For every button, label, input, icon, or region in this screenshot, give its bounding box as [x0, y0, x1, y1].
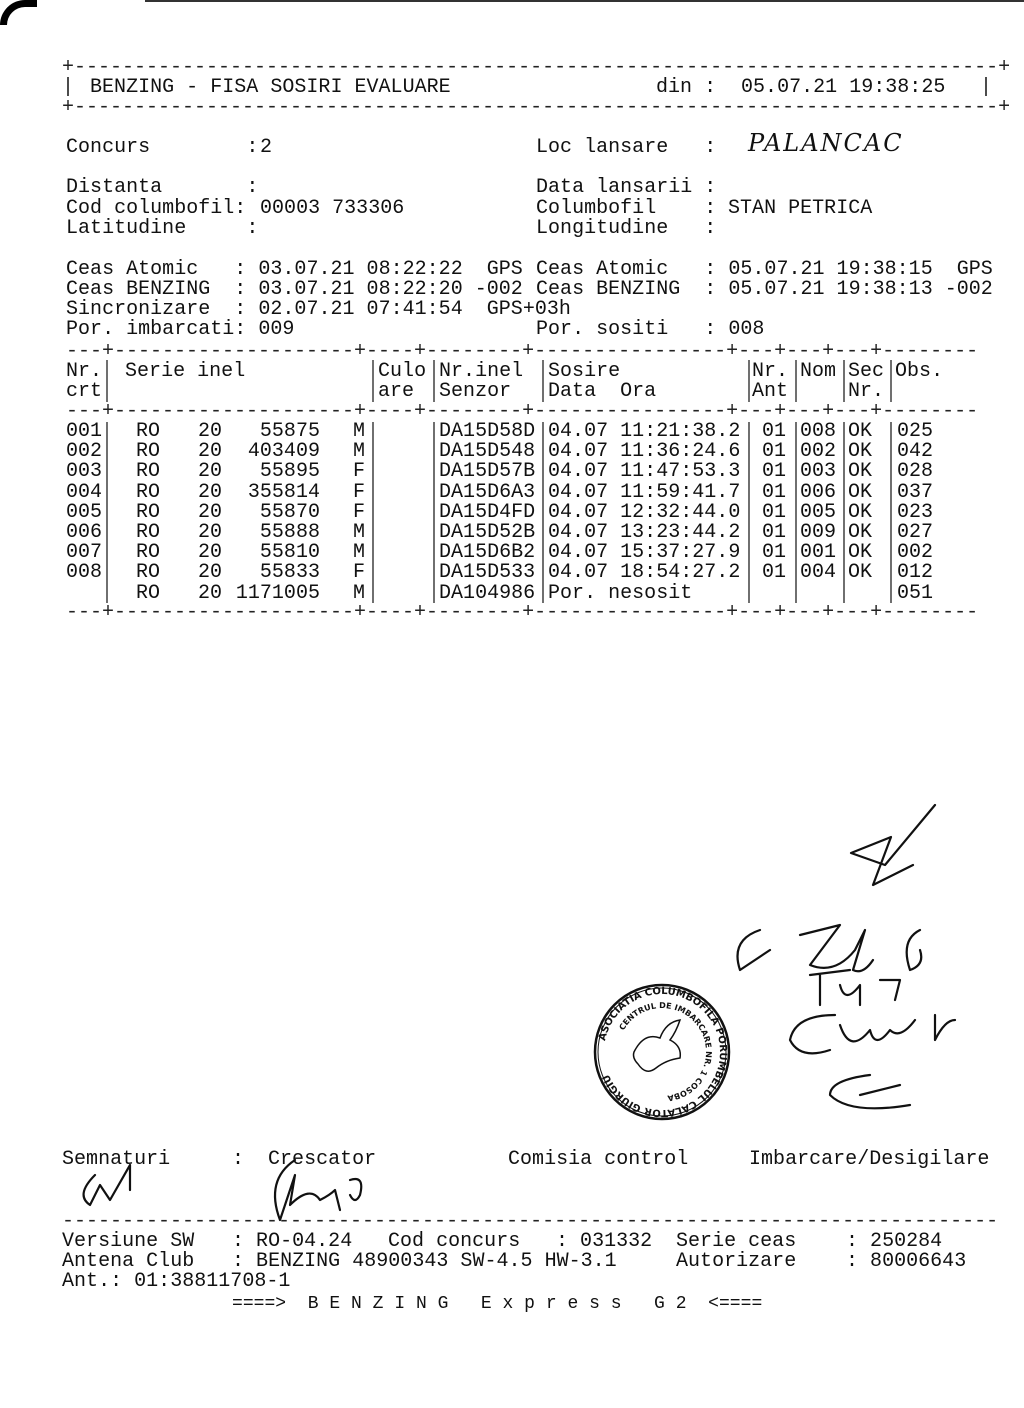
ceas-benzing-start: Ceas BENZING : 03.07.21 08:22:20 -002 [66, 278, 523, 301]
cell-nom: 005 [800, 500, 837, 524]
crescator-label: Crescator [268, 1148, 377, 1171]
cell-nom: 003 [800, 460, 837, 484]
cell-senzor: DA15D57B [439, 460, 536, 484]
cell-nom: 002 [800, 440, 837, 464]
cell-nom: 006 [800, 480, 837, 504]
cell-sosire: 04.07 15:37:27.9 [548, 541, 741, 565]
serie-ceas-label: Serie ceas [676, 1230, 797, 1253]
concurs-label: Concurs : [66, 136, 259, 159]
table-border-top: ---+--------------------+----+--------+----------------+---+---+---+-------- [66, 340, 979, 363]
cell-obs: 023 [897, 500, 934, 524]
th-nr-inel-2: Senzor [439, 380, 512, 403]
ceas-atomic-start: Ceas Atomic : 03.07.21 08:22:22 GPS [66, 258, 523, 281]
cell-nr: 003 [66, 460, 103, 484]
cell-tara: RO [136, 420, 161, 443]
th-nr-ant-1: Nr. [752, 360, 789, 383]
antena-club-label: Antena Club [62, 1250, 195, 1273]
cell-senzor: DA15D58D [439, 420, 536, 443]
cell-tara: RO [136, 521, 161, 544]
signature-2 [738, 925, 922, 971]
cell-tara: RO [136, 500, 161, 524]
th-nr-crt-1: Nr. [66, 360, 103, 383]
comisia-control-label: Comisia control [508, 1148, 689, 1171]
header-border-top: +-----------------------------------------------------------------------------+ [62, 56, 1011, 79]
cell-sosire: 04.07 11:36:24.6 [548, 440, 741, 464]
signature-5 [830, 1075, 910, 1108]
din-label: din : [656, 76, 717, 99]
cell-senzor: DA15D548 [439, 440, 536, 464]
cell-inel: 55888 [259, 521, 320, 544]
porumbei-imbarcati: Por. imbarcati: 009 [66, 318, 295, 341]
cell-senzor: DA15D533 [439, 561, 536, 585]
cell-senzor: DA104986 [439, 581, 536, 605]
cell-ant: 01 [761, 420, 786, 443]
cell-inel: 55875 [259, 420, 320, 443]
din-value: 05.07.21 19:38:25 [741, 76, 946, 99]
cell-senzor: DA15D6B2 [439, 541, 536, 565]
header-border-right: | [980, 76, 993, 99]
loc-lansare-handwritten: PALANCAC [748, 129, 904, 157]
signature-4 [790, 1015, 955, 1053]
cell-an: 20 [198, 521, 223, 544]
cell-nr: 006 [66, 521, 103, 544]
longitudine-label: Longitudine : [536, 217, 717, 240]
cell-inel: 403409 [247, 440, 320, 464]
cell-nr: 007 [66, 541, 103, 565]
cell-sec: OK [848, 521, 873, 544]
cell-tara: RO [136, 480, 161, 504]
cell-obs: 051 [897, 581, 934, 605]
cell-sec: OK [848, 440, 873, 464]
cell-sec: OK [848, 460, 873, 484]
cell-ant: 01 [761, 541, 786, 565]
cell-sosire: 04.07 11:59:41.7 [548, 480, 741, 504]
cell-obs: 002 [897, 541, 934, 565]
cell-sosire: 04.07 11:21:38.2 [548, 420, 741, 443]
cell-sex: M [352, 541, 365, 565]
cell-sex: F [352, 561, 365, 585]
cell-ant: 01 [761, 561, 786, 585]
cod-concurs-label: Cod concurs [388, 1230, 521, 1253]
cell-obs: 028 [897, 460, 934, 484]
ceas-atomic-end: Ceas Atomic : 05.07.21 19:38:15 GPS [536, 258, 993, 281]
th-nr-ant-2: Ant [752, 380, 789, 403]
th-sec-1: Sec [848, 360, 885, 383]
cell-sex: M [352, 440, 365, 464]
document-title: BENZING - FISA SOSIRI EVALUARE [90, 76, 451, 99]
signature-1 [851, 805, 935, 885]
cod-columbofil-label: Cod columbofil: [66, 197, 247, 220]
cell-an: 20 [198, 460, 223, 484]
ceas-benzing-end: Ceas BENZING : 05.07.21 19:38:13 -002 [536, 278, 993, 301]
cell-sosire: 04.07 11:47:53.3 [548, 460, 741, 484]
cell-ant: 01 [761, 500, 786, 524]
cell-obs: 012 [897, 561, 934, 585]
cell-nom: 009 [800, 521, 837, 544]
cell-ant: 01 [761, 521, 786, 544]
cell-inel: 1171005 [235, 581, 320, 605]
cell-sex: M [352, 581, 365, 605]
th-nom: Nom [800, 360, 837, 383]
th-sosire-1: Sosire [548, 360, 621, 383]
cell-an: 20 [198, 581, 223, 605]
cell-ant: 01 [761, 440, 786, 464]
data-lansarii-label: Data lansarii : [536, 176, 717, 199]
header-border-left: | [62, 76, 75, 99]
cell-an: 20 [198, 541, 223, 565]
autorizare-value: : 80006643 [846, 1250, 967, 1273]
cell-sosire: 04.07 18:54:27.2 [548, 561, 741, 585]
table-header-divider: ---+--------------------+----+--------+----------------+---+---+---+-------- [66, 400, 979, 423]
header-border-bottom: +-----------------------------------------------------------------------------+ [62, 96, 1011, 119]
cell-nom: 008 [800, 420, 837, 443]
th-sec-2: Nr. [848, 380, 885, 403]
cell-ant: 01 [761, 480, 786, 504]
cell-senzor: DA15D6A3 [439, 480, 536, 504]
cell-sec: OK [848, 480, 873, 504]
th-sosire-2: Data Ora [548, 380, 657, 403]
cell-sosire: 04.07 12:32:44.0 [548, 500, 741, 524]
cell-nom: 001 [800, 541, 837, 565]
antena-id: Ant.: 01:38811708-1 [62, 1270, 291, 1293]
signature-3 [810, 970, 900, 1005]
th-obs: Obs. [895, 360, 944, 383]
cell-inel: 55870 [259, 500, 320, 524]
autorizare-label: Autorizare [676, 1250, 797, 1273]
cell-an: 20 [198, 440, 223, 464]
cell-sosire: Por. nesosit [548, 581, 693, 605]
cell-tara: RO [136, 541, 161, 565]
cell-tara: RO [136, 440, 161, 464]
cell-inel: 55833 [259, 561, 320, 585]
cell-ant: 01 [761, 460, 786, 484]
cell-nr: 002 [66, 440, 103, 464]
versiune-sw-label: Versiune SW [62, 1230, 195, 1253]
cell-tara: RO [136, 561, 161, 585]
th-culoare-2: are [378, 380, 415, 403]
cell-an: 20 [198, 420, 223, 443]
th-nr-inel-1: Nr.inel [439, 360, 524, 383]
cell-sex: M [352, 521, 365, 544]
cod-concurs-value: : 031332 [556, 1230, 653, 1253]
cell-sec: OK [848, 561, 873, 585]
cell-sex: M [352, 420, 365, 443]
serie-ceas-value: : 250284 [846, 1230, 943, 1253]
cell-sec: OK [848, 500, 873, 524]
cell-an: 20 [198, 480, 223, 504]
semnaturi-colon: : [232, 1148, 245, 1171]
concurs-value: 2 [260, 136, 273, 159]
antena-club-value: : BENZING 48900343 SW-4.5 HW-3.1 [232, 1250, 617, 1273]
cell-nr: 004 [66, 480, 103, 504]
cell-an: 20 [198, 500, 223, 524]
cell-obs: 025 [897, 420, 934, 443]
cell-sex: F [352, 480, 365, 504]
cell-sec: OK [848, 420, 873, 443]
th-serie-inel: Serie inel [125, 360, 246, 383]
cell-inel: 55895 [259, 460, 320, 484]
cell-inel: 55810 [259, 541, 320, 565]
cell-sosire: 04.07 13:23:44.2 [548, 521, 741, 544]
cell-nr: 008 [66, 561, 103, 585]
latitudine-label: Latitudine : [66, 217, 259, 240]
cell-obs: 027 [897, 521, 934, 544]
th-nr-crt-2: crt [66, 380, 103, 403]
cell-nr: 005 [66, 500, 103, 524]
stamp-outer-text: ASOCIATIA COLUMBOFILA PORUMBELUL CALATOR GIURGIU [597, 985, 729, 1119]
distanta-label: Distanta : [66, 176, 259, 199]
cell-tara: RO [136, 460, 161, 484]
loc-lansare-label: Loc lansare : [536, 136, 717, 159]
benzing-express-banner: ====> B E N Z I N G E x p r e s s G 2 <==== [232, 1294, 763, 1314]
imbarcare-desigilare-label: Imbarcare/Desigilare [749, 1148, 990, 1171]
cell-senzor: DA15D4FD [439, 500, 536, 524]
cell-an: 20 [198, 561, 223, 585]
cell-sex: F [352, 460, 365, 484]
cell-obs: 037 [897, 480, 934, 504]
versiune-sw-value: : RO-04.24 [232, 1230, 353, 1253]
signature-semnaturi [84, 1165, 130, 1205]
columbofil-label: Columbofil : [536, 197, 717, 220]
table-border-bottom: ---+--------------------+----+--------+----------------+---+---+---+-------- [66, 601, 979, 624]
footer-divider: ------------------------------------------------------------------------------ [62, 1210, 999, 1233]
sincronizare: Sincronizare : 02.07.21 07:41:54 GPS+03h [66, 298, 571, 321]
cell-nr: 001 [66, 420, 103, 443]
th-culoare-1: Culo [378, 360, 427, 383]
columbofil-value: STAN PETRICA [728, 197, 873, 220]
cod-columbofil-value: 00003 733306 [260, 197, 405, 220]
cell-inel: 355814 [247, 480, 320, 504]
cell-obs: 042 [897, 440, 934, 464]
cell-senzor: DA15D52B [439, 521, 536, 544]
cell-sex: F [352, 500, 365, 524]
porumbei-sositi: Por. sositi : 008 [536, 318, 765, 341]
stamp-inner-text: CENTRUL DE IMBARCARE NR. 1 COSOBA [617, 1000, 714, 1103]
cell-tara: RO [136, 581, 161, 605]
cell-sec: OK [848, 541, 873, 565]
semnaturi-label: Semnaturi [62, 1148, 171, 1171]
cell-nom: 004 [800, 561, 837, 585]
